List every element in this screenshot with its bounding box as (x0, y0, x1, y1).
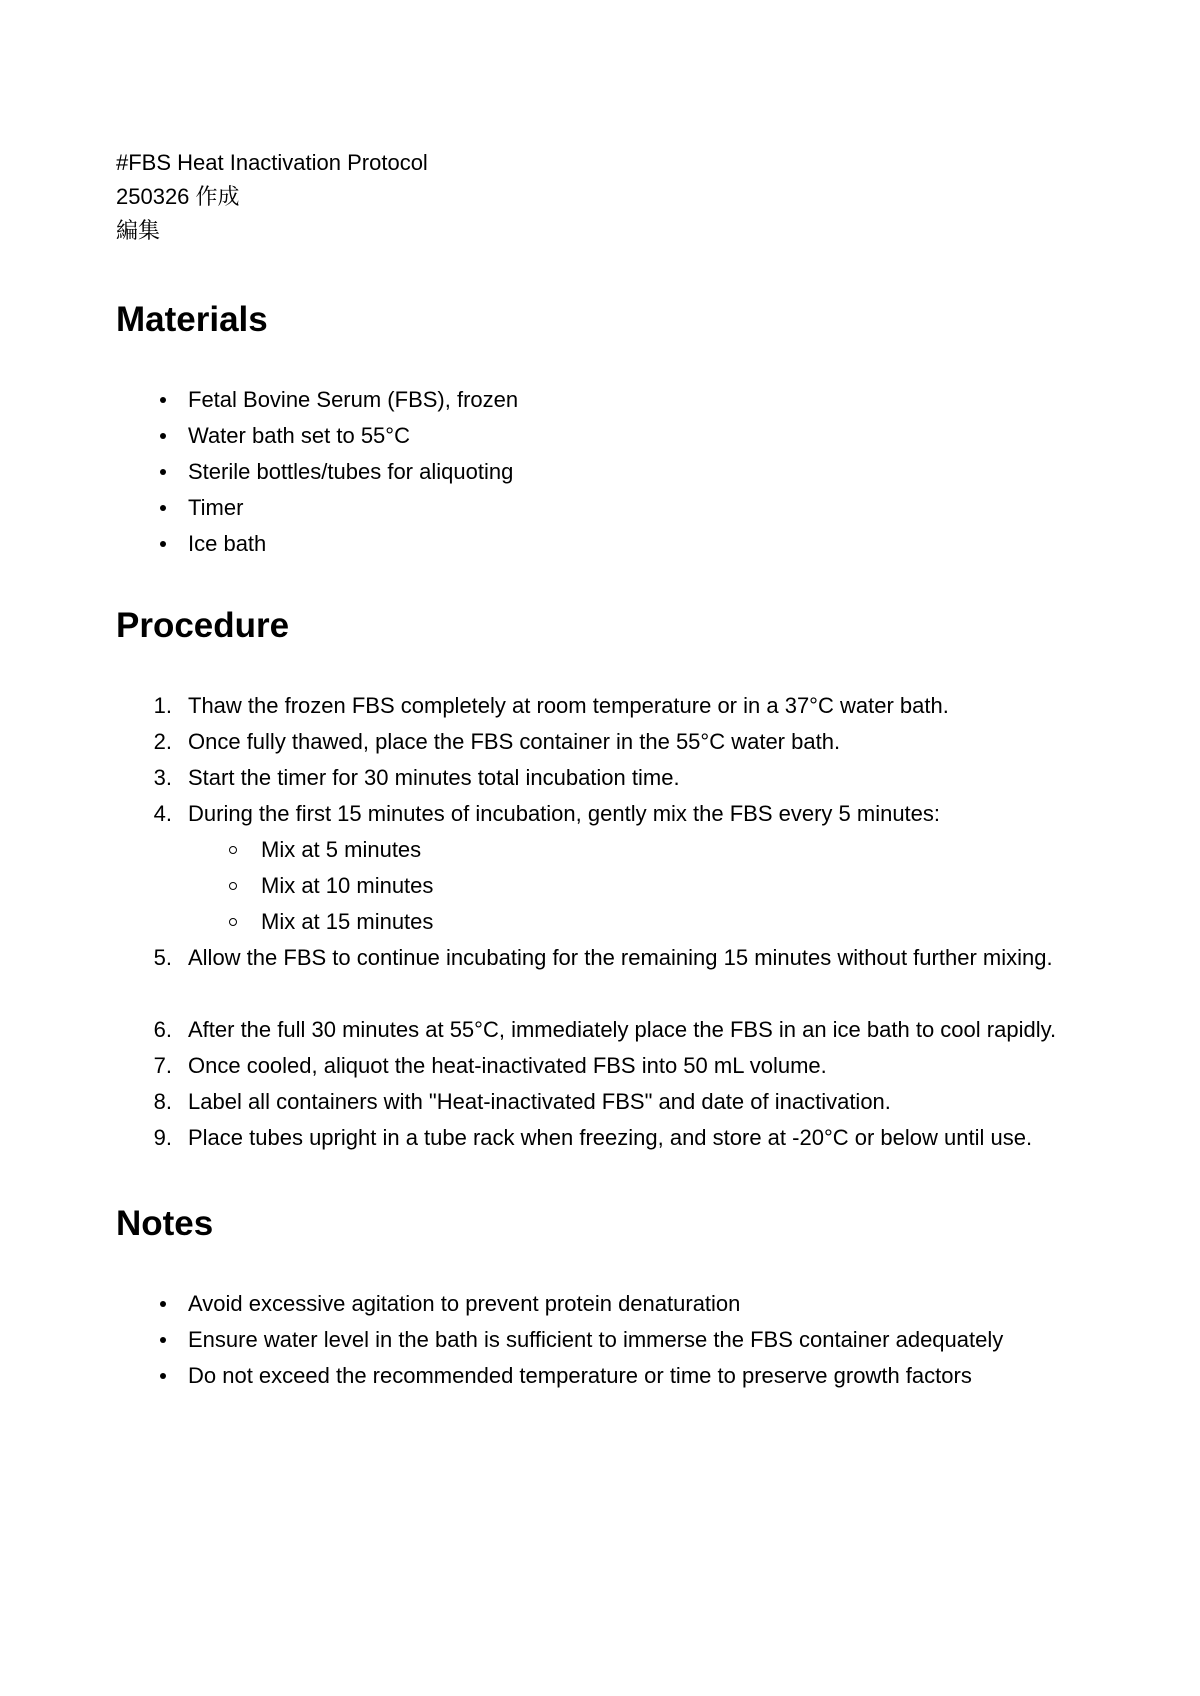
created-date: 250326 作成 (116, 184, 240, 209)
procedure-step: 4 . During the first 15 minutes of incubation, gently mix the FBS every 5 minutes: (116, 796, 1096, 832)
procedure-step: 1 . Thaw the frozen FBS completely at room temperature or in a 37°C water bath. (116, 688, 1096, 724)
list-item: Ensure water level in the bath is sufficient to immerse the FBS container adequately (116, 1322, 1096, 1358)
notes-list (116, 1286, 1096, 1394)
procedure-step: 2 . Once fully thawed, place the FBS container in the 55°C water bath. (116, 724, 1096, 760)
document-page (116, 146, 1096, 1394)
hollow-bullet-icon (223, 868, 243, 904)
hollow-bullet-icon (223, 904, 243, 940)
procedure-step: 9 . Place tubes upright in a tube rack when freezing, and store at -20°C or below until use. (116, 1120, 1096, 1156)
list-item: Water bath set to 55°C (116, 418, 1096, 454)
materials-list (116, 382, 1096, 562)
list-item: Do not exceed the recommended temperature or time to preserve growth factors (116, 1358, 1096, 1394)
bullet-icon (153, 1358, 173, 1394)
list-item: Timer (116, 490, 1096, 526)
procedure-step: 7 . Once cooled, aliquot the heat-inactivated FBS into 50 mL volume. (116, 1048, 1096, 1084)
sub-list-item: Mix at 10 minutes (116, 868, 1096, 904)
sub-list-item: Mix at 5 minutes (116, 832, 1096, 868)
bullet-icon (153, 1322, 173, 1358)
list-item: Ice bath (116, 526, 1096, 562)
document-title: #FBS Heat Inactivation Protocol (116, 150, 428, 175)
bullet-icon (153, 490, 173, 526)
procedure-heading: Procedure (116, 606, 290, 645)
bullet-icon (153, 526, 173, 562)
materials-heading: Materials (116, 300, 268, 339)
mix-schedule-list (116, 832, 1096, 940)
list-item: Fetal Bovine Serum (FBS), frozen (116, 382, 1096, 418)
bullet-icon (153, 382, 173, 418)
bullet-icon (153, 1286, 173, 1322)
notes-heading: Notes (116, 1204, 214, 1243)
procedure-list-continued (116, 940, 1096, 1156)
procedure-step: 6 . After the full 30 minutes at 55°C, immediately place the FBS in an ice bath to cool rapidly. (116, 1012, 1096, 1048)
bullet-icon (153, 418, 173, 454)
procedure-list (116, 688, 1096, 832)
procedure-step: 8 . Label all containers with "Heat-inactivated FBS" and date of inactivation. (116, 1084, 1096, 1120)
list-item: Sterile bottles/tubes for aliquoting (116, 454, 1096, 490)
procedure-step: 3 . Start the timer for 30 minutes total incubation time. (116, 760, 1096, 796)
sub-list-item: Mix at 15 minutes (116, 904, 1096, 940)
edit-label: 編集 (116, 218, 161, 243)
bullet-icon (153, 454, 173, 490)
list-item: Avoid excessive agitation to prevent protein denaturation (116, 1286, 1096, 1322)
hollow-bullet-icon (223, 832, 243, 868)
procedure-step: 5 . Allow the FBS to continue incubating for the remaining 15 minutes without further mixing. (116, 940, 1096, 976)
